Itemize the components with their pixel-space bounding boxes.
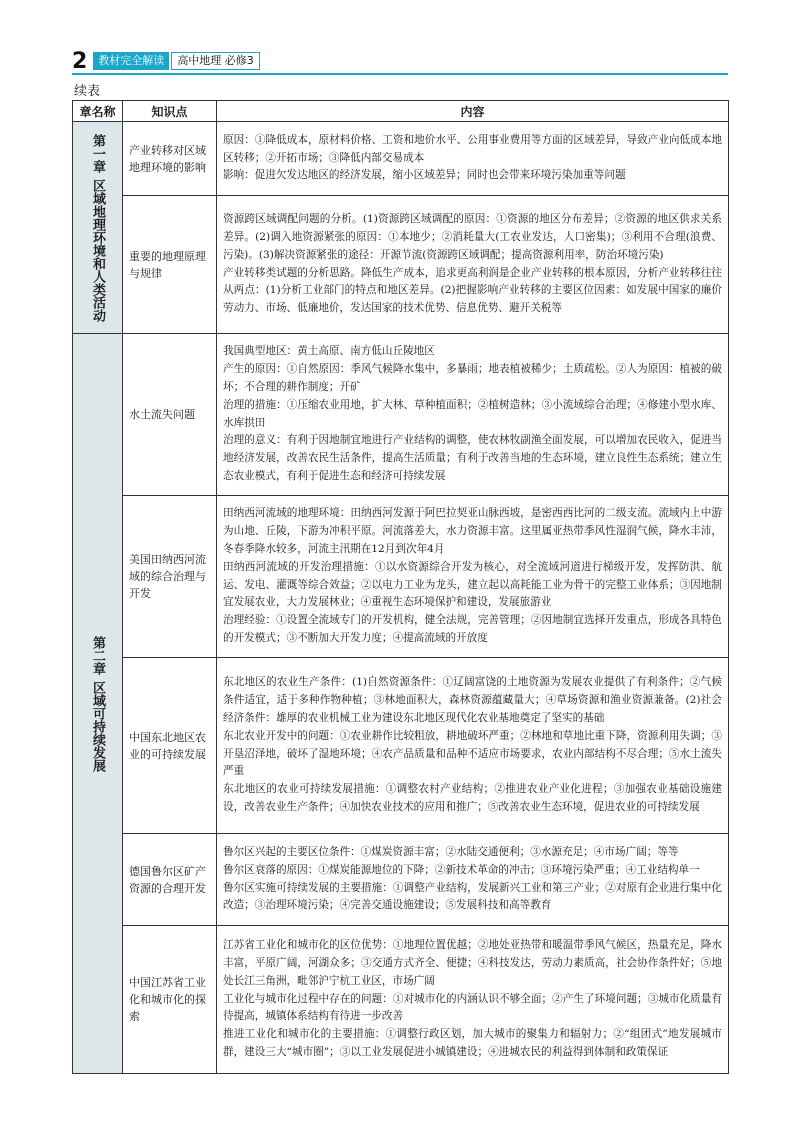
content-line: 产生的原因：①自然原因：季风气候降水集中，多暴雨；地表植被稀少；土质疏松。②人为原因：植被的破坏；不合理的耕作制度；开矿 bbox=[223, 363, 722, 393]
chapter-number: 第一章 bbox=[90, 133, 105, 173]
knowledge-point: 产业转移对区域地理环境的影响 bbox=[123, 122, 217, 196]
content-line: 推进工业化和城市化的主要措施：①调整行政区划，加大城市的聚集力和辐射力；②“组团式”地发展城市群，建设三大“城市圈”；③以工业发展促进小城镇建设；④进城农民的利益得到体制和政策保证 bbox=[223, 1028, 722, 1058]
content-cell bbox=[217, 834, 729, 926]
knowledge-point: 重要的地理原理与规律 bbox=[123, 196, 217, 334]
content-line: 资源跨区域调配问题的分析。(1)资源跨区域调配的原因：①资源的地区分布差异；②资源的地区供求关系差异。(2)调入地资源紧张的原因：①本地少；②消耗量大(工农业发达，人口密集)；③利用不合理(浪费、污染)。(3)解决资源紧张的途径：开源节流(资源跨区域调配；提高资源利用率，防治环境污染) bbox=[223, 213, 722, 261]
knowledge-point: 美国田纳西河流域的综合治理与开发 bbox=[123, 496, 217, 658]
column-header-content: 内容 bbox=[217, 101, 729, 122]
chapter-cell bbox=[73, 334, 123, 1074]
subject-badge: 高中地理 必修3 bbox=[171, 52, 260, 70]
content-line: 鲁尔区实施可持续发展的主要措施：①调整产业结构，发展新兴工业和第三产业；②对原有企业进行集中化改造；③治理环境污染；④完善交通设施建设；⑤发展科技和高等教育 bbox=[223, 881, 722, 912]
page-number: 2 bbox=[72, 48, 88, 74]
chapter-cell bbox=[73, 122, 123, 334]
header-divider bbox=[72, 73, 728, 75]
table-row bbox=[73, 496, 729, 658]
table-row bbox=[73, 196, 729, 334]
knowledge-point: 水土流失问题 bbox=[123, 334, 217, 496]
table-row bbox=[73, 926, 729, 1074]
content-line: 工业化与城市化过程中存在的问题：①对城市化的内涵认识不够全面；②产生了环境问题；③城市化质量有待提高，城镇体系结构有待进一步改善 bbox=[223, 992, 722, 1023]
content-cell bbox=[217, 334, 729, 496]
page-header bbox=[72, 50, 260, 72]
content-line: 东北农业开发中的问题：①农业耕作比较粗放，耕地破坏严重；②林地和草地比重下降，资源利用失调；③开垦沼泽地，破坏了湿地环境；④农产品质量和品种不适应市场要求，农业内部结构不尽合理；⑤水土流失严重 bbox=[223, 729, 722, 778]
content-line: 治理的意义：有利于因地制宜地进行产业结构的调整，使农林牧副渔全面发展，可以增加农民收入，促进当地经济发展，改善农民生活条件，提高生活质量；有利于改善当地的生态环境，建立良性生态系统；建立生态农业模式，有利于促进生态和经济可持续发展 bbox=[223, 434, 722, 482]
content-line: 鲁尔区兴起的主要区位条件：①煤炭资源丰富；②水陆交通便利；③水源充足；④市场广阔；等等 bbox=[223, 845, 679, 858]
content-cell bbox=[217, 122, 729, 196]
content-line: 产业转移类试题的分析思路。降低生产成本，追求更高利润是企业产业转移的根本原因，分析产业转移往往从两点：(1)分析工业部门的特点和地区差异。(2)把握影响产业转移的主要区位因素：如发展中国家的廉价劳动力、市场、低廉地价，发达国家的技术优势、信息优势、避开关税等 bbox=[223, 266, 722, 315]
content-line: 田纳西河流域的地理环境：田纳西河发源于阿巴拉契亚山脉西坡，是密西西比河的二级支流。流域内上中游为山地、丘陵，下游为冲积平原。河流落差大，水力资源丰富。这里属亚热带季风性湿润气候，降水丰沛，冬春季降水较多，河流主汛期在12月到次年4月 bbox=[223, 507, 722, 555]
knowledge-point: 中国东北地区农业的可持续发展 bbox=[123, 658, 217, 834]
table-row bbox=[73, 334, 729, 496]
content-line: 江苏省工业化和城市化的区位优势：①地理位置优越；②地处亚热带和暖温带季风气候区，热量充足，降水丰富，平原广阔，河湖众多；③交通方式齐全、便捷；④科技发达，劳动力素质高，社会协作条件好；⑤地处长江三角洲，毗邻沪宁杭工业区，市场广阔 bbox=[223, 939, 722, 987]
content-line: 东北地区的农业生产条件：(1)自然资源条件：①辽阔富饶的土地资源为发展农业提供了有利条件；②气候条件适宜，适于多种作物种植；③林地面积大，森林资源蕴藏量大；④草场资源和渔业资源兼备。(2)社会经济条件：雄厚的农业机械工业为建设东北地区现代化农业基地奠定了坚实的基础 bbox=[223, 676, 722, 724]
content-line: 治理的措施：①压缩农业用地，扩大林、草种植面积；②植树造林；③小流域综合治理；④修建小型水库、水库拱田 bbox=[223, 398, 722, 429]
column-header-knowledge-point: 知识点 bbox=[123, 101, 217, 122]
knowledge-point: 中国江苏省工业化和城市化的探索 bbox=[123, 926, 217, 1074]
content-cell bbox=[217, 658, 729, 834]
table-row bbox=[73, 834, 729, 926]
content-line: 田纳西河流域的开发治理措施：①以水资源综合开发为核心，对全流域河道进行梯级开发，发挥防洪、航运、发电、灌溉等综合效益；②以电力工业为龙头，建立起以高耗能工业为骨干的完整工业体系；③因地制宜发展农业，大力发展林业；④重视生态环境保护和建设，发展旅游业 bbox=[223, 560, 722, 609]
series-badge: 教材完全解读 bbox=[93, 52, 169, 70]
continued-label: 续表 bbox=[74, 84, 101, 99]
knowledge-table bbox=[72, 100, 729, 1074]
content-line: 影响：促进欠发达地区的经济发展，缩小区域差异；同时也会带来环境污染加重等问题 bbox=[223, 169, 626, 182]
content-line: 东北地区的农业可持续发展措施：①调整农村产业结构；②推进农业产业化进程；③加强农业基础设施建设，改善农业生产条件；④加快农业技术的应用和推广；⑤改善农业生态环境，促进农业的可持续发展 bbox=[223, 783, 722, 813]
chapter-title: 区域可持续发展 bbox=[90, 680, 105, 772]
content-cell bbox=[217, 196, 729, 334]
content-cell bbox=[217, 496, 729, 658]
column-header-chapter: 章名称 bbox=[73, 101, 123, 122]
content-line: 原因：①降低成本，原材料价格、工资和地价水平、公用事业费用等方面的区域差异，导致产业向低成本地区转移；②开拓市场；③降低内部交易成本 bbox=[223, 133, 722, 164]
knowledge-point: 德国鲁尔区矿产资源的合理开发 bbox=[123, 834, 217, 926]
table-row bbox=[73, 658, 729, 834]
content-line: 我国典型地区：黄土高原、南方低山丘陵地区 bbox=[223, 345, 435, 358]
chapter-number: 第二章 bbox=[90, 635, 105, 675]
content-line: 鲁尔区衰落的原因：①煤炭能源地位的下降；②新技术革命的冲击；③环境污染严重；④工业结构单一 bbox=[223, 863, 700, 876]
table-header-row bbox=[73, 101, 729, 122]
chapter-title: 区域地理环境和人类活动 bbox=[90, 178, 105, 322]
table-row bbox=[73, 122, 729, 196]
content-cell bbox=[217, 926, 729, 1074]
content-line: 治理经验：①设置全流域专门的开发机构，健全法规，完善管理；②因地制宜选择开发重点，形成各具特色的开发模式；③不断加大开发力度；④提高流域的开放度 bbox=[223, 614, 722, 644]
